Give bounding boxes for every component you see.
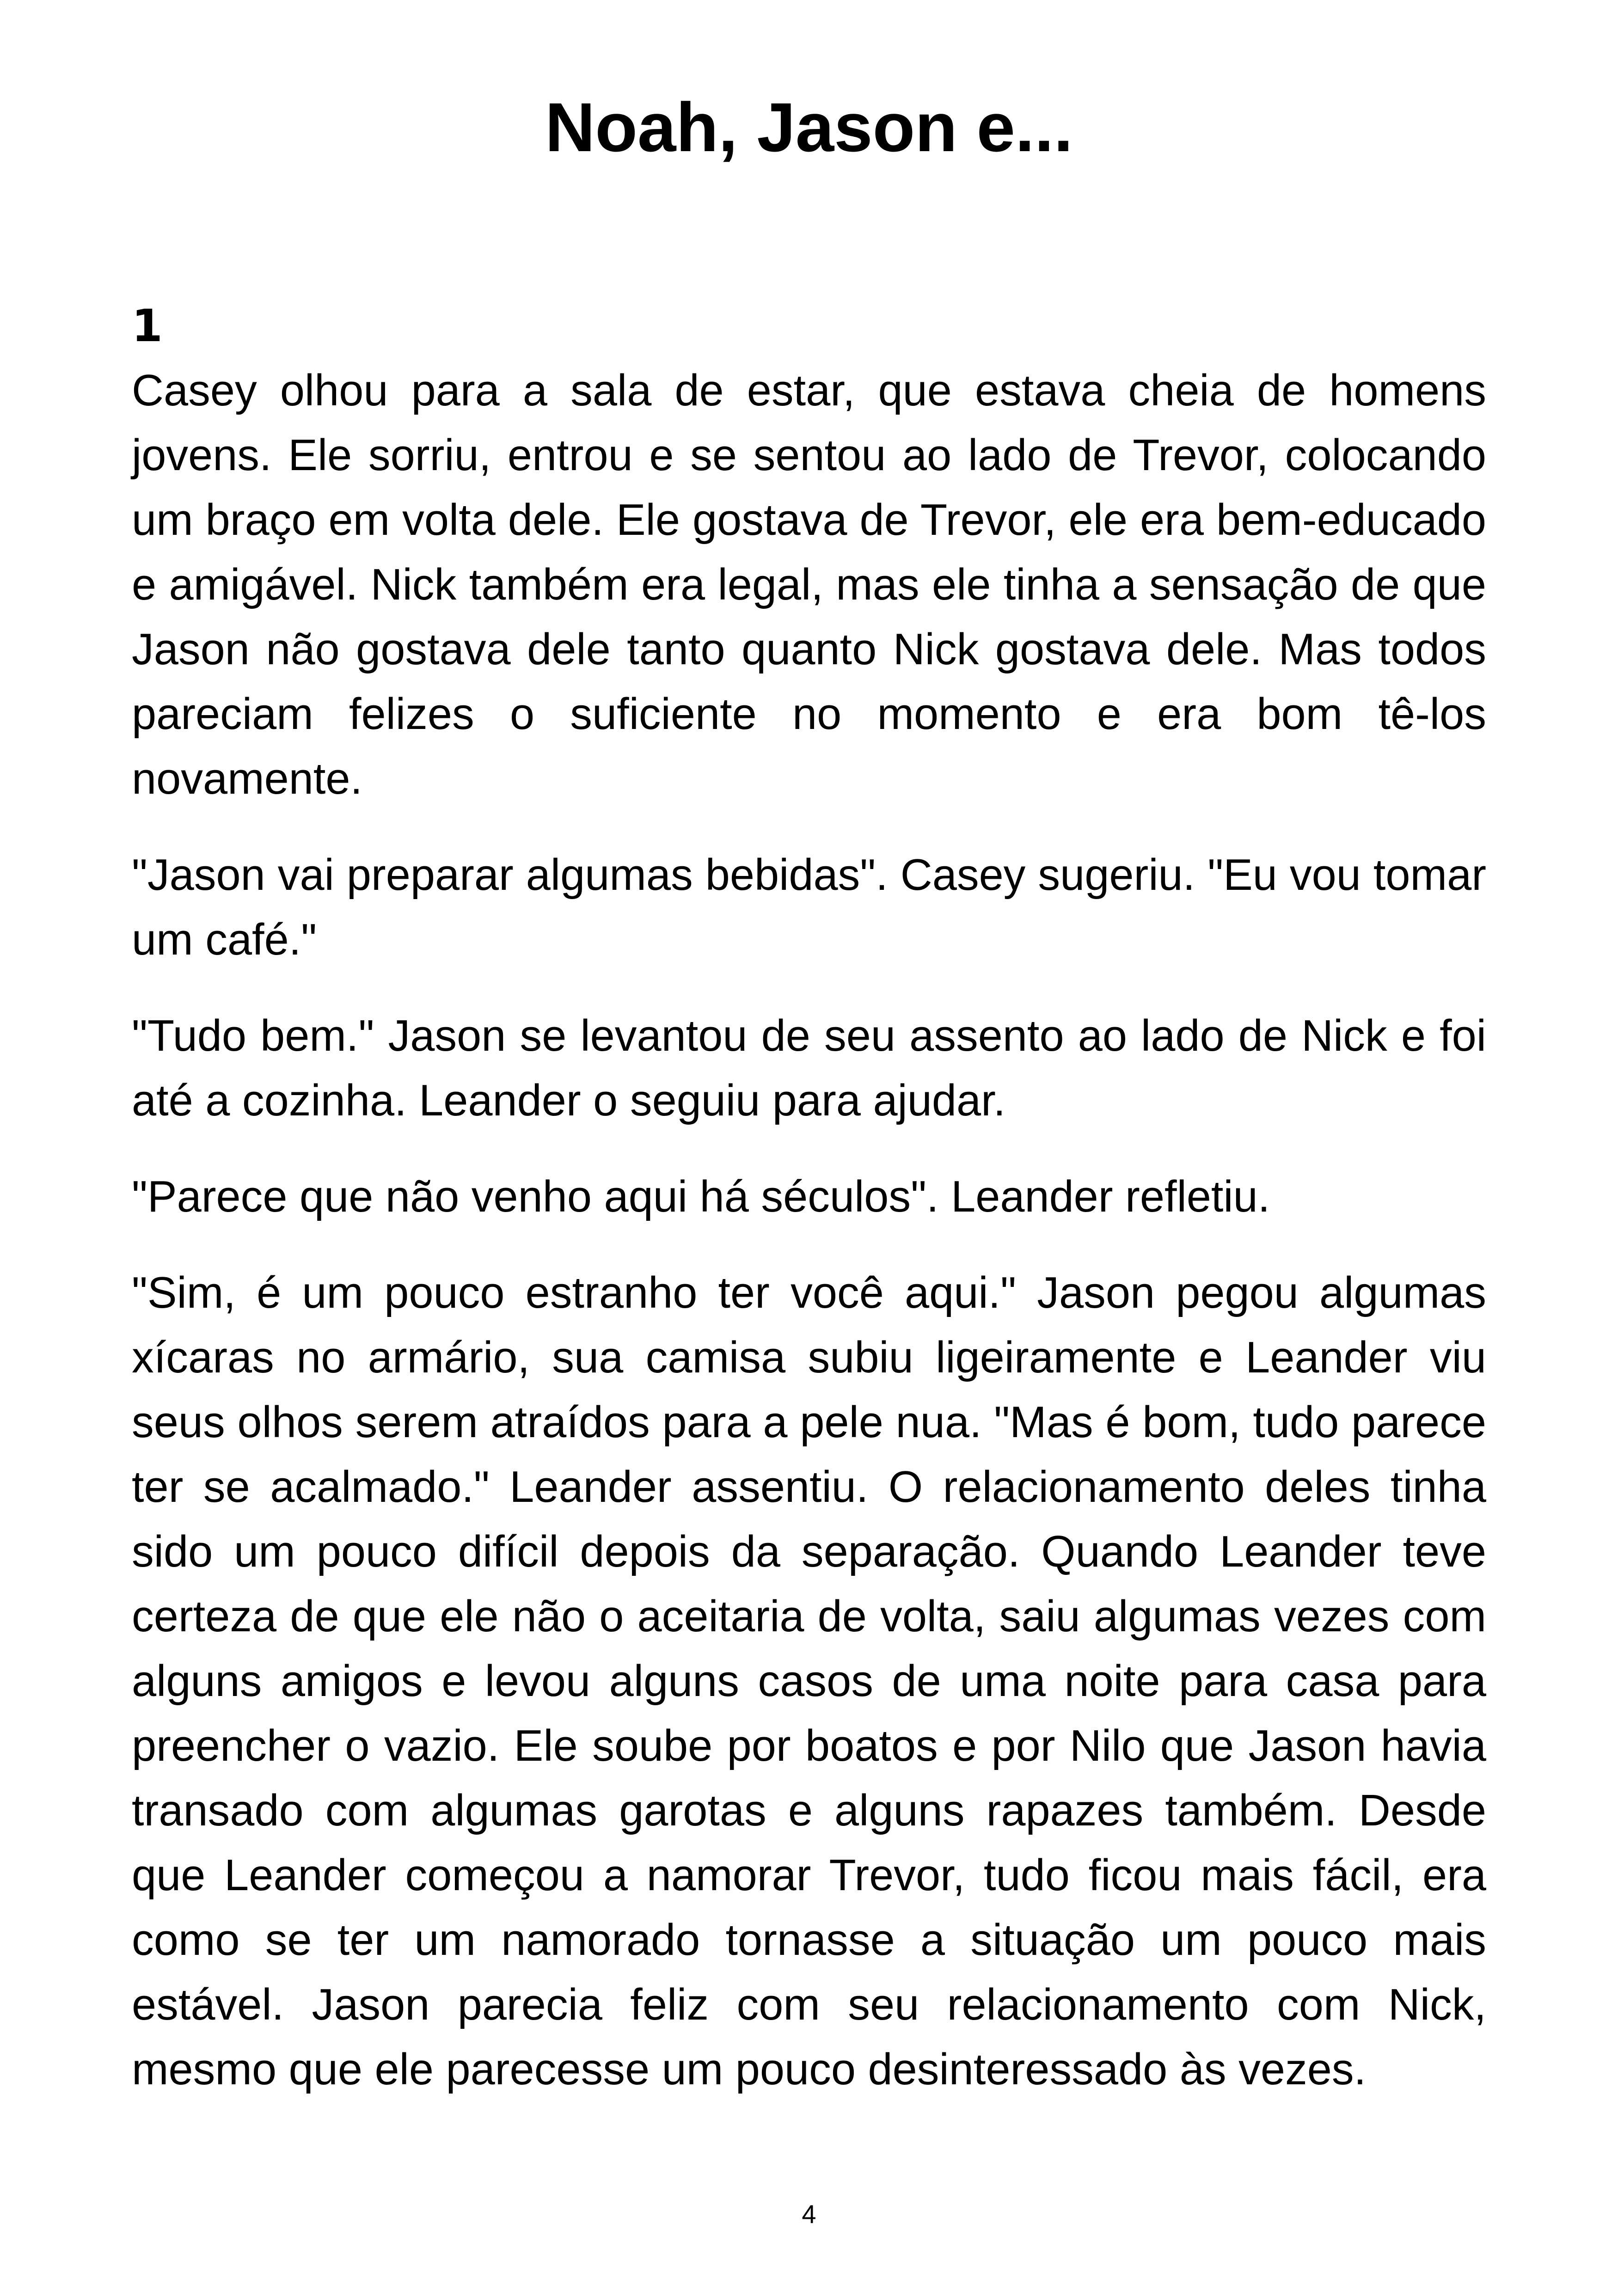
- chapter-body: [132, 358, 1486, 2133]
- chapter-number: 1: [132, 300, 163, 352]
- paragraph: "Jason vai preparar algumas bebidas". Casey sugeriu. "Eu vou tomar um café.": [132, 851, 1486, 964]
- paragraph: "Tudo bem." Jason se levantou de seu assento ao lado de Nick e foi até a cozinha. Leander o seguiu para ajudar.: [132, 1011, 1486, 1125]
- paragraph: "Parece que não venho aqui há séculos". Leander refletiu.: [132, 1172, 1270, 1221]
- page-title: Noah, Jason e...: [545, 88, 1073, 166]
- paragraph: Casey olhou para a sala de estar, que estava cheia de homens jovens. Ele sorriu, entrou e se sentou ao lado de Trevor, colocando um braço em volta dele. Ele gostava de Trevor, ele era bem-educado e amigável. Nick também era legal, mas ele tinha a sensação de que Jason não gostava dele tanto quanto Nick gostava dele. Mas todos pareciam felizes o suficiente no momento e era bom tê-los novamente.: [132, 366, 1486, 803]
- page-number: 4: [802, 2199, 816, 2229]
- paragraph: "Sim, é um pouco estranho ter você aqui." Jason pegou algumas xícaras no armário, sua camisa subiu ligeiramente e Leander viu seus olhos serem atraídos para a pele nua. "Mas é bom, tudo parece ter se acalmado." Leander assentiu. O relacionamento deles tinha sido um pouco difícil depois da separação. Quando Leander teve certeza de que ele não o aceitaria de volta, saiu algumas vezes com alguns amigos e levou alguns casos de uma noite para casa para preencher o vazio. Ele soube por boatos e por Nilo que Jason havia transado com algumas garotas e alguns rapazes também. Desde que Leander começou a namorar Trevor, tudo ficou mais fácil, era como se ter um namorado tornasse a situação um pouco mais estável. Jason parecia feliz com seu relacionamento com Nick, mesmo que ele parecesse um pouco desinteressado às vezes.: [132, 1268, 1486, 2094]
